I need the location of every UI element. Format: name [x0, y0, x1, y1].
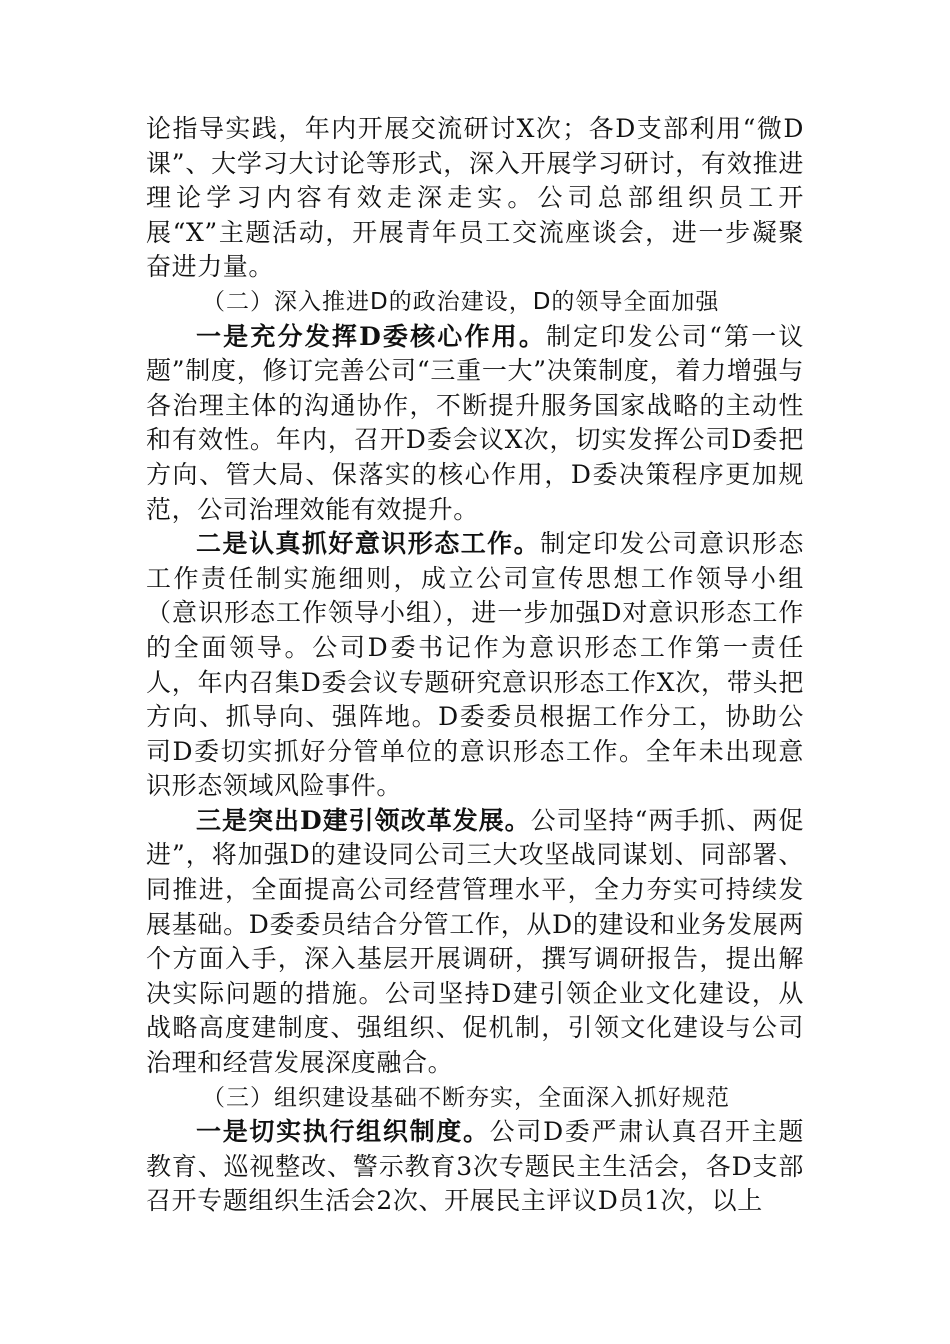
paragraph-lead: 三是突出D建引领改革发展。 [196, 805, 531, 835]
paragraph-ideology-work [146, 527, 804, 804]
section-heading-2: （二）深入推进D的政治建设，D的领导全面加强 [202, 288, 720, 315]
paragraph-body: 制定印发公司意识形态工作责任制实施细则，成立公司宣传思想工作领导小组（意识形态工作领导小组），进一步加强D对意识形态工作的全面领导。公司D委书记作为意识形态工作第一责任人，年内召集D委会议专题研究意识形态工作X次，带头把方向、抓导向、强阵地。D委委员根据工作分工，协助公司D委切实抓好分管单位的意识形态工作。全年未出现意识形态领域风险事件。 [146, 529, 804, 801]
paragraph-organization-system [146, 1115, 804, 1219]
paragraph-party-committee [146, 320, 804, 528]
paragraph-body: 公司D委严肃认真召开主题教育、巡视整改、警示教育3次专题民主生活会，各D支部召开专题组织生活会2次、开展民主评议D员1次，以上 [146, 1117, 804, 1216]
paragraph-body: 公司坚持“两手抓、两促进”，将加强D的建设同公司三大攻坚战同谋划、同部署、同推进，全面提高公司经营管理水平，全力夯实可持续发展基础。D委委员结合分管工作，从D的建设和业务发展两个方面入手，深入基层开展调研，撰写调研报告，提出解决实际问题的措施。公司坚持D建引领企业文化建设，从战略高度建制度、强组织、促机制，引领文化建设与公司治理和经营发展深度融合。 [146, 805, 804, 1078]
paragraph-body: 制定印发公司“第一议题”制度，修订完善公司“三重一大”决策制度，着力增强与各治理主体的沟通协作，不断提升服务国家战略的主动性和有效性。年内，召开D委会议X次，切实发挥公司D委把方向、管大局、保落实的核心作用，D委决策程序更加规范，公司治理效能有效提升。 [146, 321, 804, 524]
document-page [146, 112, 804, 1219]
paragraph-continued: 论指导实践，年内开展交流研讨X次；各D支部利用“微D课”、大学习大讨论等形式，深入开展学习研讨，有效推进理论学习内容有效走深走实。公司总部组织员工开展“X”主题活动，开展青年员工交流座谈会，进一步凝聚奋进力量。 [146, 114, 804, 282]
paragraph-reform-development [146, 804, 804, 1081]
section-heading-3: （三）组织建设基础不断夯实，全面深入抓好规范 [202, 1084, 730, 1111]
paragraph-lead: 一是切实执行组织制度。 [196, 1117, 490, 1147]
paragraph-lead: 一是充分发挥D委核心作用。 [196, 321, 546, 351]
paragraph-lead: 二是认真抓好意识形态工作。 [196, 529, 541, 559]
